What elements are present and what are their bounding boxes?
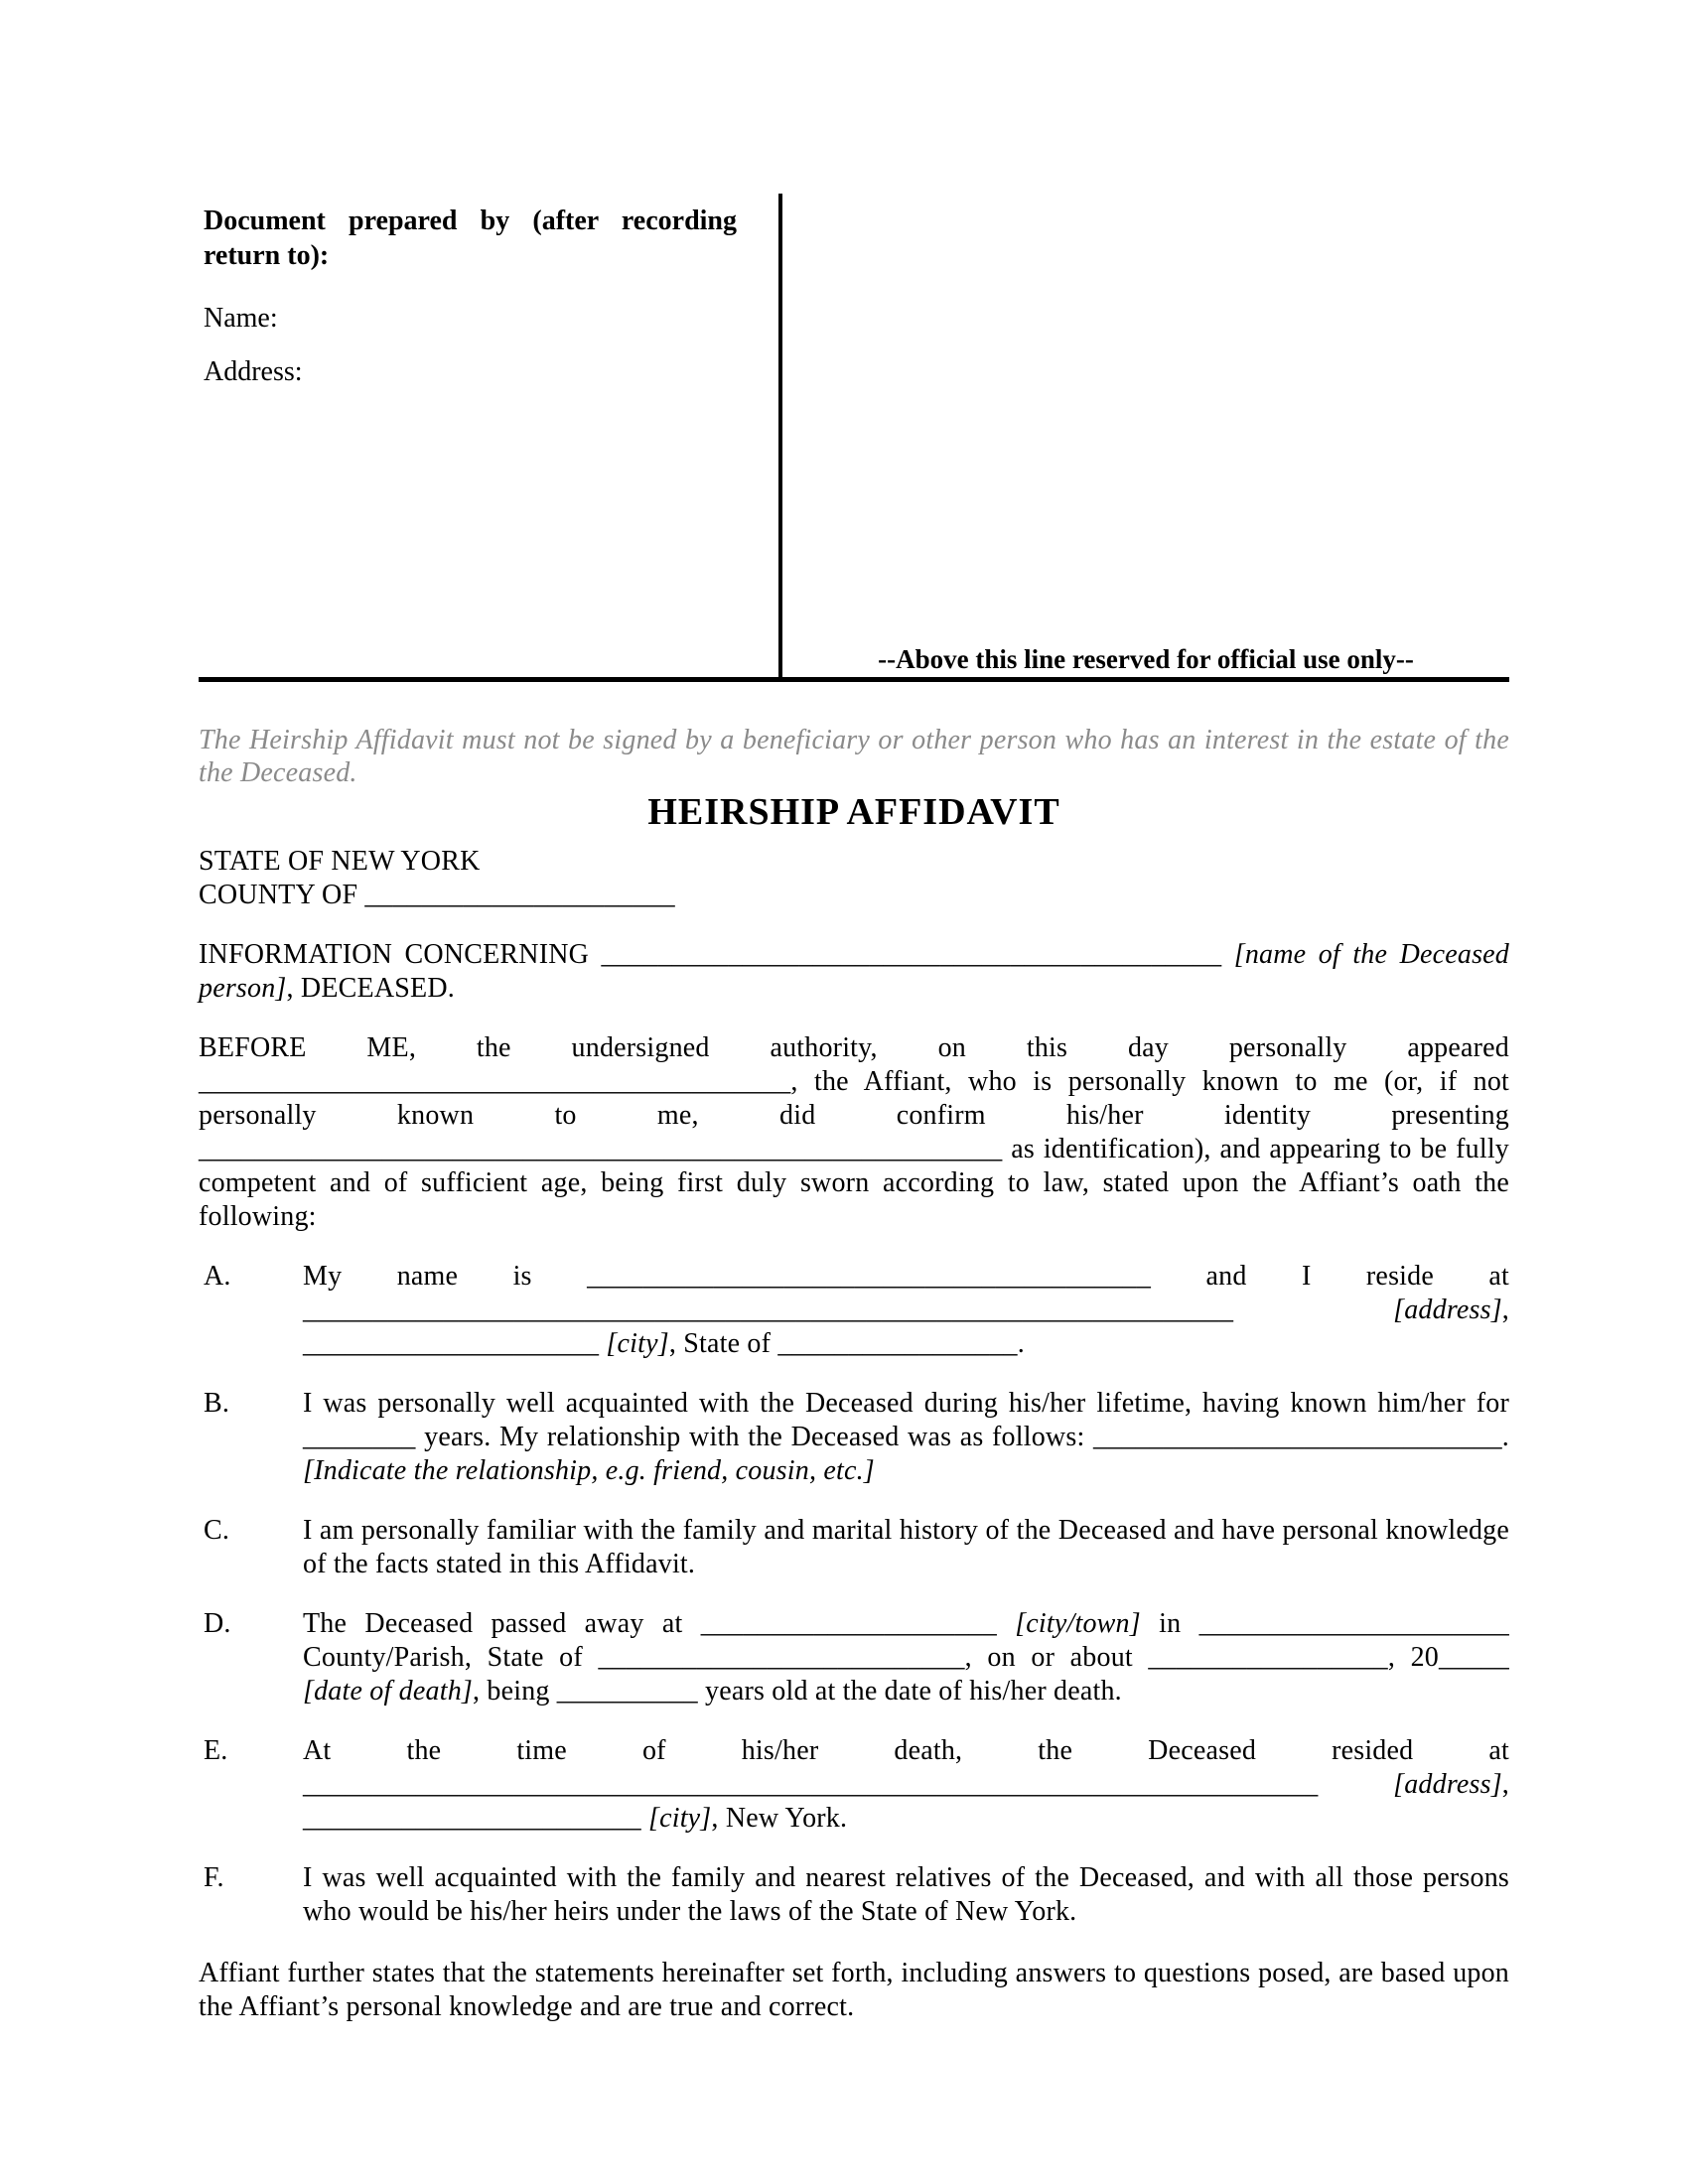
jurisdiction-block [199, 845, 1509, 912]
prepared-by-box [199, 194, 782, 677]
item-e-letter: E. [204, 1735, 228, 1766]
item-a [199, 1260, 1509, 1361]
item-f-letter: F. [204, 1862, 224, 1893]
item-e-text: At the time of his/her death, the Deceased resided at ________________________________________________________________________ [address], ________________________ [city], New York. [303, 1735, 1509, 1834]
item-b [199, 1387, 1509, 1488]
disclaimer-note: The Heirship Affidavit must not be signed by a beneficiary or other person who has an interest in the estate of the the Deceased. [199, 725, 1509, 788]
recording-header-section [199, 194, 1509, 682]
item-a-text: My name is ________________________________________ and I reside at __________________________________________________________________ [address], _____________________ [city], State of _________________. [303, 1261, 1509, 1359]
official-use-area [782, 194, 1509, 677]
item-d-letter: D. [204, 1608, 231, 1639]
item-d-text: The Deceased passed away at _____________________ [city/town] in ______________________ County/Parish, State of __________________________, on or about _________________, 20_____ [date of death], being __________ years old at the date of his/her death. [303, 1608, 1509, 1706]
item-c [199, 1514, 1509, 1581]
item-b-letter: B. [204, 1388, 230, 1419]
item-c-text: I am personally familiar with the family and marital history of the Deceased and have personal knowledge of the facts stated in this Affidavit. [303, 1515, 1509, 1579]
state-line: STATE OF NEW YORK [199, 846, 481, 877]
item-f-text: I was well acquainted with the family and nearest relatives of the Deceased, and with all those persons who would be his/her heirs under the laws of the State of New York. [303, 1862, 1509, 1927]
item-c-letter: C. [204, 1515, 230, 1546]
opening-paragraph: BEFORE ME, the undersigned authority, on this day personally appeared __________________________________________, the Affiant, who is personally known to me (or, if not personally known to me, did confirm his/her identity presenting _________________________________________________________ as identification), and appearing to be fully competent and of sufficient age, being first duly sworn according to law, stated upon the Affiant’s oath the following: [199, 1032, 1509, 1232]
county-line: COUNTY OF ______________________ [199, 880, 675, 910]
page-title: HEIRSHIP AFFIDAVIT [647, 791, 1060, 833]
item-e [199, 1734, 1509, 1836]
address-label: Address: [204, 356, 303, 387]
closing-paragraph: Affiant further states that the statements hereinafter set forth, including answers to questions posed, are based upon the Affiant’s personal knowledge and are true and correct. [199, 1958, 1509, 2022]
name-label: Name: [204, 303, 278, 334]
prepared-by-label: Document prepared by (after recording return to): [204, 205, 737, 271]
information-paragraph: INFORMATION CONCERNING ____________________________________________ [name of the Deceased person], DECEASED. [199, 939, 1509, 1004]
official-use-note: --Above this line reserved for official use only-- [878, 644, 1414, 674]
document-body [199, 724, 1509, 2024]
item-d [199, 1607, 1509, 1708]
item-a-letter: A. [204, 1261, 231, 1292]
item-f [199, 1861, 1509, 1929]
item-b-text: I was personally well acquainted with the Deceased during his/her lifetime, having known him/her for ________ years. My relationship with the Deceased was as follows: _____________________________. [Indicate the relationship, e.g. friend, cousin, etc.] [303, 1388, 1509, 1486]
